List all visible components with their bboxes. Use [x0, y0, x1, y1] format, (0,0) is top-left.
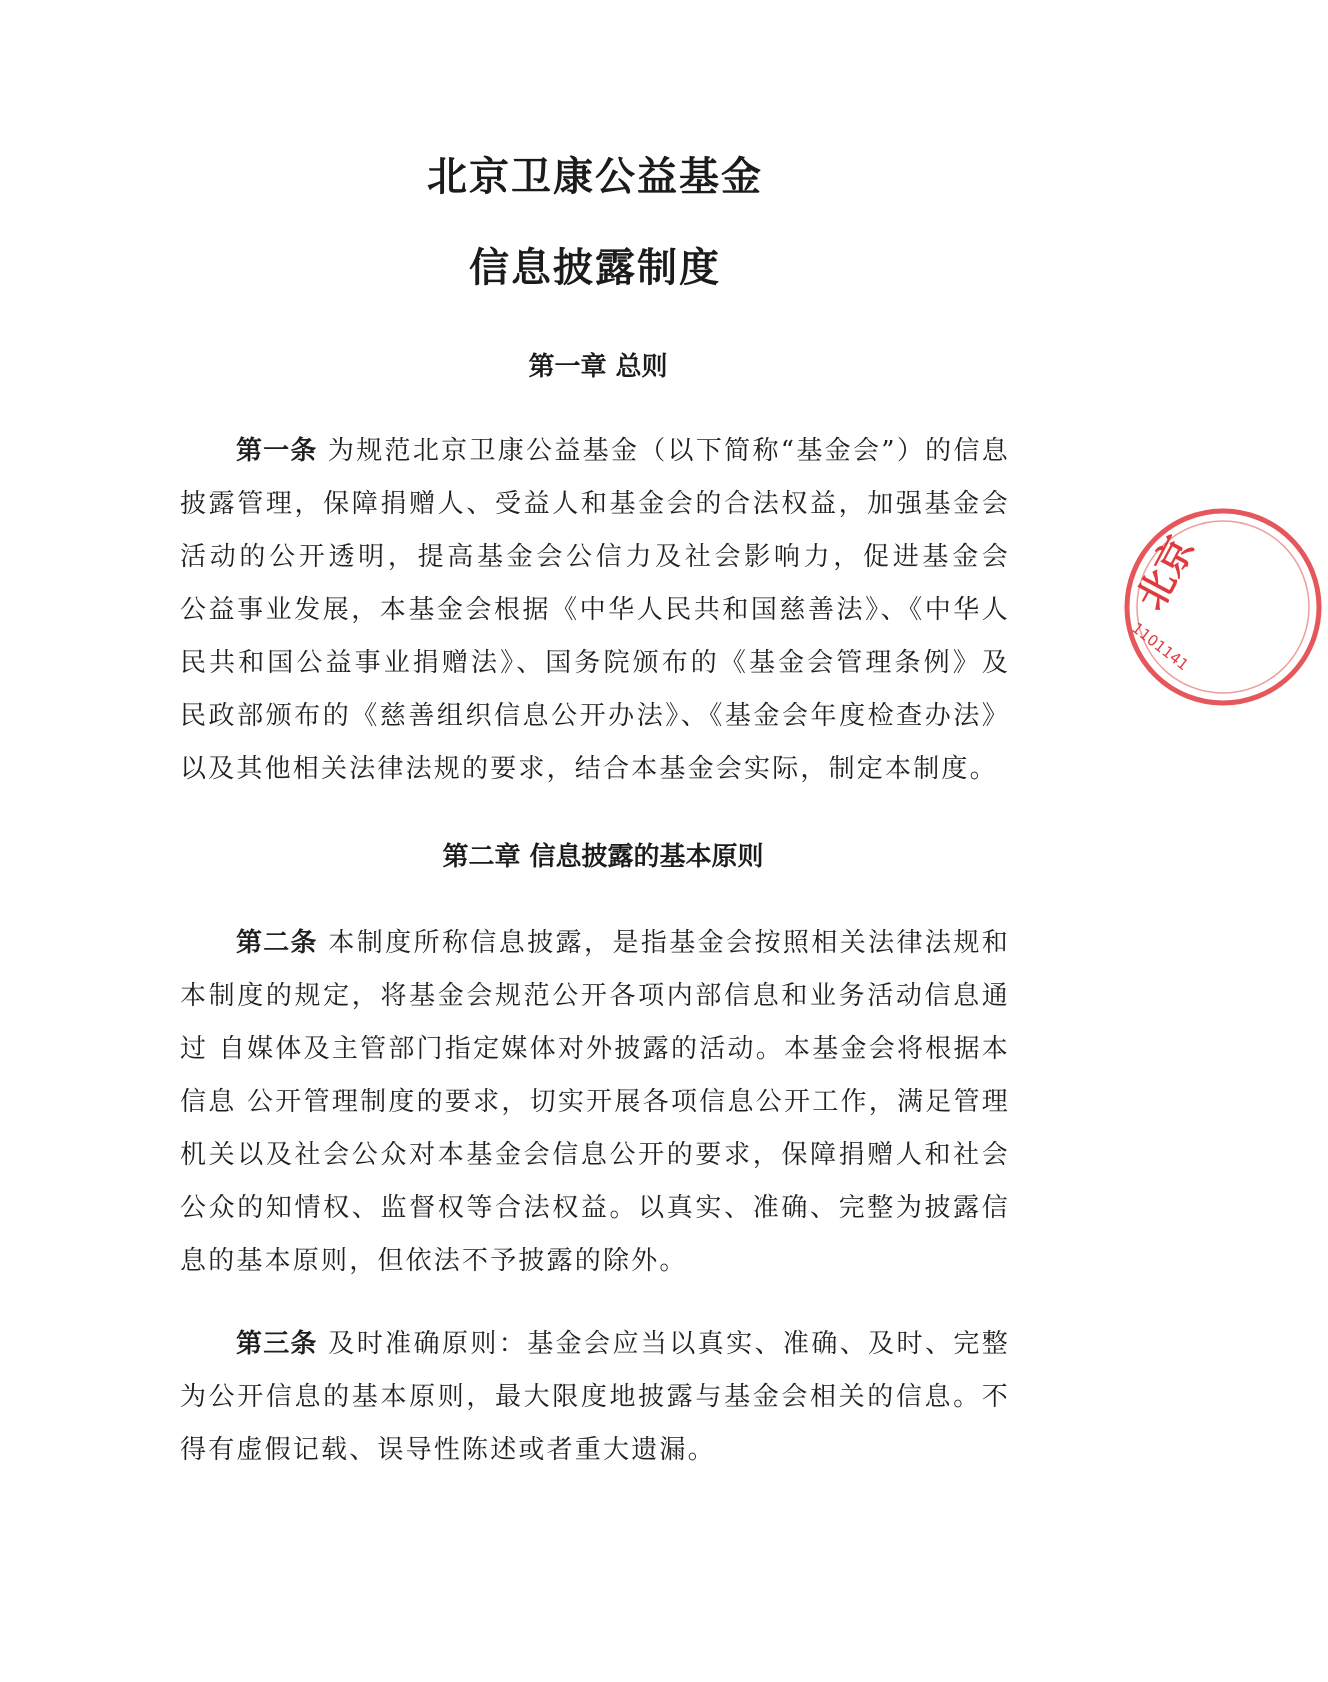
article-text: 为规范北京卫康公益基金（以下简称“基金会”）的信息披露管理，保障捐赠人、受益人和基金会的合法权益，加强基金会活动的公开透明，提高基金会公信力及社会影响力，促进基金会 公益事业发展，本基金会根据《中华人民共和国慈善法》、《中华人民共和国公益事业捐赠法》、国务院颁布的《基金会管理条例》及民政部颁布的《慈善组织信息公开办法》、《基金会年度检查办法》以及其他相关法律法规的要求，结合本基金会实际，制定本制度。	[180, 436, 1039, 784]
document-subtitle: 信息披露制度	[469, 245, 721, 291]
article-number: 第二条	[236, 928, 318, 958]
chapter-heading-1: 第一章 总则	[528, 352, 668, 382]
article-number: 第三条	[236, 1329, 318, 1359]
seal-number: 1101141	[1128, 618, 1193, 675]
chapter-heading-2: 第二章 信息披露的基本原则	[442, 842, 764, 872]
article-number: 第一条	[236, 436, 318, 466]
article-text: 及时准确原则：基金会应当以真实、准确、及时、完整 为公开信息的基本原则，最大限度地披露与基金会相关的信息。不得有虚假记载、误导性陈述或者重大遗漏。	[180, 1329, 1010, 1465]
document-title: 北京卫康公益基金	[427, 154, 763, 200]
article-3	[180, 1318, 1010, 1477]
official-seal-icon	[1118, 502, 1328, 712]
article-1	[180, 425, 1039, 796]
article-text: 本制度所称信息披露，是指基金会按照相关法律法规和本制度的规定，将基金会规范公开各项内部信息和业务活动信息通过 自媒体及主管部门指定媒体对外披露的活动。本基金会将根据本信息 公开管理制度的要求，切实开展各项信息公开工作，满足管理机关以及社会公众对本基金会信息公开的要求，保障捐赠人和社会公众的知情权、监督权等合法权益。以真实、准确、完整为披露信息的基本原则，但依法不予披露的除外。	[180, 928, 1010, 1276]
seal-text: 北京	[1128, 528, 1203, 617]
article-2	[180, 917, 1010, 1288]
